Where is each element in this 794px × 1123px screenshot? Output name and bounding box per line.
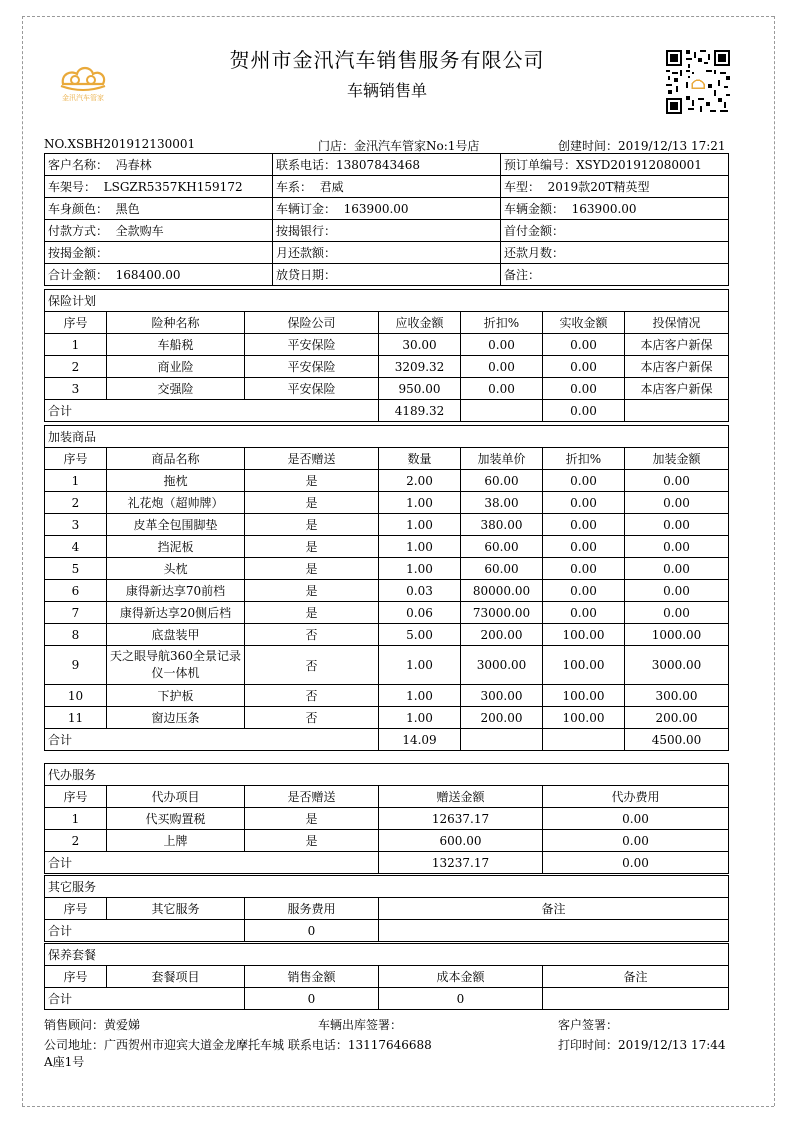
info-row [45, 264, 729, 286]
deposit-cell: 车辆订金： 163900.00 [273, 198, 501, 220]
maintenance-table [44, 943, 729, 1010]
payment-value: 全款购车 [115, 224, 164, 238]
table-row: 8 底盘装甲 否 5.00 200.00 100.00 1000.00 [45, 624, 729, 646]
deposit-value: 163900.00 [343, 202, 409, 216]
table-row: 2 礼花炮（超帅牌） 是 1.00 38.00 0.00 0.00 [45, 492, 729, 514]
svg-text:金汛汽车管家: 金汛汽车管家 [62, 94, 104, 102]
created-time: 创建时间：2019/12/13 17:21 [558, 139, 726, 153]
section-title: 代办服务 [45, 764, 729, 786]
customer-signature: 客户签署： [558, 1018, 619, 1032]
maintenance-total-sale: 0 [245, 988, 379, 1010]
table-row: 11 窗边压条 否 1.00 200.00 100.00 200.00 [45, 707, 729, 729]
page-border-bottom [22, 1106, 774, 1107]
insurance-table [44, 289, 729, 422]
insurance-total-received: 0.00 [543, 400, 625, 422]
customer-cell: 客户名称： 冯春林 [45, 154, 273, 176]
info-row [45, 176, 729, 198]
price-cell: 车辆金额： 163900.00 [501, 198, 729, 220]
total-row: 合计 4189.32 0.00 [45, 400, 729, 422]
phone-value: 13807843468 [336, 158, 420, 172]
table-row: 2 商业险 平安保险 3209.32 0.00 0.00 本店客户新保 [45, 356, 729, 378]
table-header-row: 序号 其它服务 服务费用 备注 [45, 898, 729, 920]
loan-date-cell: 放贷日期： [273, 264, 501, 286]
total-row: 合计 0 [45, 920, 729, 942]
table-header-row: 序号 商品名称 是否赠送 数量 加装单价 折扣% 加装金额 [45, 448, 729, 470]
table-row: 4 挡泥板 是 1.00 60.00 0.00 0.00 [45, 536, 729, 558]
series-value: 君威 [319, 180, 344, 194]
company-address: 公司地址：广西贺州市迎宾大道金龙摩托车城 联系电话：13117646688 [44, 1038, 432, 1052]
series-cell: 车系： 君威 [273, 176, 501, 198]
print-time: 打印时间：2019/12/13 17:44 [558, 1038, 726, 1052]
payment-cell: 付款方式： 全款购车 [45, 220, 273, 242]
qr-code [664, 48, 732, 116]
model-value: 2019款20T精英型 [547, 180, 650, 194]
insurance-total-receivable: 4189.32 [379, 400, 461, 422]
table-row: 1 车船税 平安保险 30.00 0.00 0.00 本店客户新保 [45, 334, 729, 356]
monthly-cell: 月还款额： [273, 242, 501, 264]
section-title: 其它服务 [45, 876, 729, 898]
sales-advisor: 销售顾问：黄爱娣 [44, 1018, 141, 1032]
company-address-line2: A座1号 [44, 1055, 85, 1069]
total-cell: 合计金额： 168400.00 [45, 264, 273, 286]
total-row: 合计 0 0 [45, 988, 729, 1010]
preorder-cell: 预订单编号：XSYD201912080001 [501, 154, 729, 176]
section-title: 加装商品 [45, 426, 729, 448]
maintenance-total-cost: 0 [379, 988, 543, 1010]
info-row [45, 242, 729, 264]
store-name: 门店：金汛汽车管家No:1号店 [318, 139, 480, 153]
section-title: 保险计划 [45, 290, 729, 312]
accessories-total-qty: 14.09 [379, 729, 461, 751]
table-row: 1 拖枕 是 2.00 60.00 0.00 0.00 [45, 470, 729, 492]
other-total-fee: 0 [245, 920, 379, 942]
bank-cell: 按揭银行： [273, 220, 501, 242]
order-number: NO.XSBH201912130001 [44, 137, 196, 151]
company-name: 贺州市金汛汽车销售服务有限公司 [229, 48, 545, 72]
table-row: 9 天之眼导航360全景记录仪一体机 否 1.00 3000.00 100.00 3000.00 [45, 646, 729, 685]
table-header-row: 序号 险种名称 保险公司 应收金额 折扣% 实收金额 投保情况 [45, 312, 729, 334]
document-title: 车辆销售单 [346, 81, 427, 100]
total-value: 168400.00 [115, 268, 181, 282]
table-row: 5 头枕 是 1.00 60.00 0.00 0.00 [45, 558, 729, 580]
agency-table [44, 763, 729, 874]
color-cell: 车身颜色： 黑色 [45, 198, 273, 220]
delivery-signature: 车辆出库签署： [318, 1018, 403, 1032]
color-value: 黑色 [115, 202, 140, 216]
table-row: 3 皮革全包围脚垫 是 1.00 380.00 0.00 0.00 [45, 514, 729, 536]
info-row [45, 154, 729, 176]
page-border-right [774, 16, 775, 1106]
table-row: 1 代买购置税 是 12637.17 0.00 [45, 808, 729, 830]
customer-name: 冯春林 [115, 158, 152, 172]
total-row: 合计 14.09 4500.00 [45, 729, 729, 751]
price-value: 163900.00 [571, 202, 637, 216]
downpay-cell: 首付金额： [501, 220, 729, 242]
table-header-row: 序号 代办项目 是否赠送 赠送金额 代办费用 [45, 786, 729, 808]
agency-total-fee: 0.00 [543, 852, 729, 874]
vehicle-info-table [44, 153, 729, 286]
remark-cell: 备注： [501, 264, 729, 286]
section-title: 保养套餐 [45, 944, 729, 966]
info-row [45, 220, 729, 242]
table-header-row: 序号 套餐项目 销售金额 成本金额 备注 [45, 966, 729, 988]
preorder-value: XSYD201912080001 [576, 158, 702, 172]
phone-cell: 联系电话：13807843468 [273, 154, 501, 176]
table-row: 3 交强险 平安保险 950.00 0.00 0.00 本店客户新保 [45, 378, 729, 400]
company-logo [55, 58, 111, 104]
accessories-total-amount: 4500.00 [625, 729, 729, 751]
page-border-left [22, 16, 23, 1106]
other-services-table [44, 875, 729, 942]
table-row: 10 下护板 否 1.00 300.00 100.00 300.00 [45, 685, 729, 707]
vin-cell: 车架号： LSGZR5357KH159172 [45, 176, 273, 198]
table-row: 2 上牌 是 600.00 0.00 [45, 830, 729, 852]
model-cell: 车型： 2019款20T精英型 [501, 176, 729, 198]
total-row: 合计 13237.17 0.00 [45, 852, 729, 874]
months-cell: 还款月数： [501, 242, 729, 264]
accessories-table [44, 425, 729, 751]
table-row: 6 康得新达享70前档 是 0.03 80000.00 0.00 0.00 [45, 580, 729, 602]
vin-value: LSGZR5357KH159172 [103, 180, 243, 194]
agency-total-gift: 13237.17 [379, 852, 543, 874]
page-border-top [22, 16, 774, 17]
mortgage-cell: 按揭金额： [45, 242, 273, 264]
table-row: 7 康得新达享20侧后档 是 0.06 73000.00 0.00 0.00 [45, 602, 729, 624]
info-row [45, 198, 729, 220]
